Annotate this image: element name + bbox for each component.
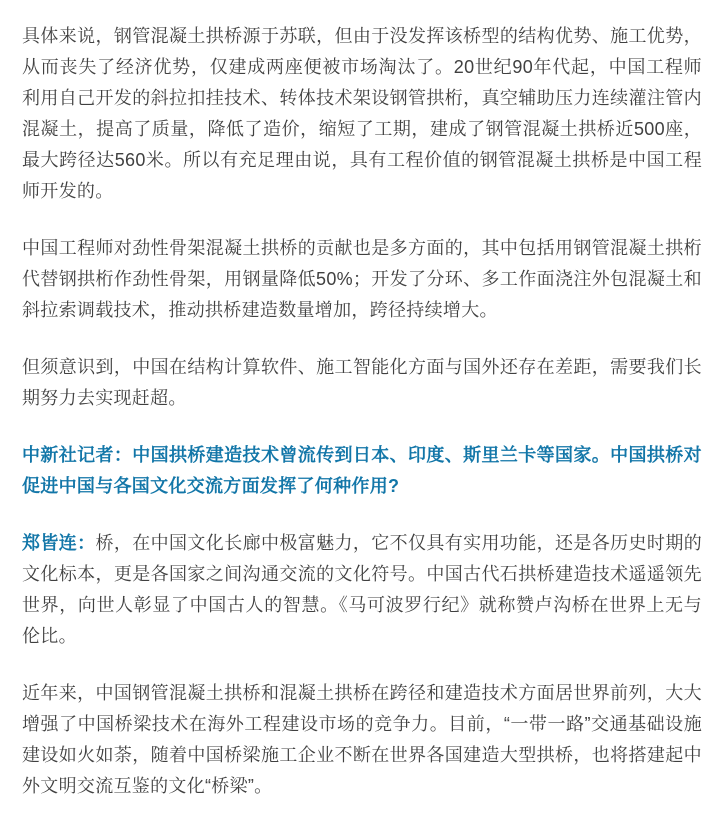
paragraph-zheng-answer-culture-segment-0: 郑皆连： [22,533,96,553]
paragraph-recent-years-belt-road [22,678,702,802]
article-body [22,21,702,802]
paragraph-cfst-origin-segment-0: 具体来说，钢管混凝土拱桥源于苏联，但由于没发挥该桥型的结构优势、施工优势，从而丧失了经济优势，仅建成两座便被市场淘汰了。20世纪90年代起，中国工程师利用自己开发的斜拉扣挂技术、转体技术架设钢管拱桁，真空辅助压力连续灌注管内混凝土，提高了质量，降低了造价，缩短了工期，建成了钢管混凝土拱桥近500座，最大跨径达560米。所以有充足理由说，具有工程价值的钢管混凝土拱桥是中国工程师开发的。 [22,26,702,201]
paragraph-stiff-skeleton-contribution-segment-0: 中国工程师对劲性骨架混凝土拱桥的贡献也是多方面的，其中包括用钢管混凝土拱桁代替钢拱桁作劲性骨架，用钢量降低50%；开发了分环、多工作面浇注外包混凝土和斜拉索调载技术，推动拱桥建造数量增加，跨径持续增大。 [22,238,702,320]
paragraph-gap-awareness-segment-0: 但须意识到，中国在结构计算软件、施工智能化方面与国外还存在差距，需要我们长期努力去实现赶超。 [22,357,702,408]
paragraph-cfst-origin [22,21,702,207]
paragraph-stiff-skeleton-contribution [22,233,702,326]
paragraph-reporter-question [22,440,702,502]
paragraph-zheng-answer-culture [22,528,702,652]
paragraph-recent-years-belt-road-segment-0: 近年来，中国钢管混凝土拱桥和混凝土拱桥在跨径和建造技术方面居世界前列，大大增强了中国桥梁技术在海外工程建设市场的竞争力。目前，“一带一路”交通基础设施建设如火如荼，随着中国桥梁施工企业不断在世界各国建造大型拱桥，也将搭建起中外文明交流互鉴的文化“桥梁”。 [22,683,702,796]
paragraph-gap-awareness [22,352,702,414]
paragraph-reporter-question-segment-0: 中新社记者：中国拱桥建造技术曾流传到日本、印度、斯里兰卡等国家。中国拱桥对促进中国与各国文化交流方面发挥了何种作用? [22,445,702,496]
paragraph-zheng-answer-culture-segment-1: 桥，在中国文化长廊中极富魅力，它不仅具有实用功能，还是各历史时期的文化标本，更是各国家之间沟通交流的文化符号。中国古代石拱桥建造技术遥遥领先世界，向世人彰显了中国古人的智慧。《马可波罗行纪》就称赞卢沟桥在世界上无与伦比。 [22,533,702,646]
